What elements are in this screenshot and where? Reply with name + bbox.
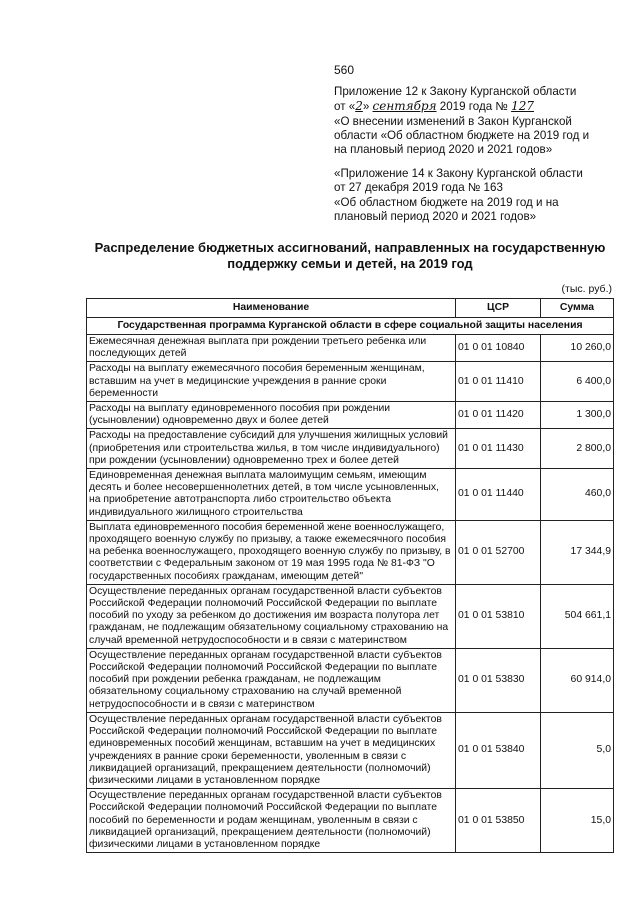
table-header [87,299,614,318]
row-sum: 15,0 [541,789,614,853]
table-row [87,584,614,648]
appendix-original [334,167,583,224]
row-sum: 2 800,0 [541,429,614,469]
row-sum: 5,0 [541,712,614,788]
handwritten-day: 2 [355,99,363,114]
table-row [87,648,614,712]
appendix-line: Приложение 12 к Закону Курганской области [334,85,577,98]
table-row [87,789,614,853]
row-name: Осуществление переданных органам государственной власти субъектов Российской Федерации полномочий Российской Федерации по выплате единовременных пособий женщинам, вставшим на учет в медицинских учреждениях в ранние сроки беременности, уволенным в связи с ликвидацией организаций, прекращением деятельности (полномочий) физическими лицами в установленном порядке [87,712,456,788]
row-name: Осуществление переданных органам государственной власти субъектов Российской Федерации полномочий Российской Федерации по выплате пособий по беременности и родам женщинам, уволенным в связи с ликвидацией организаций, прекращением деятельности (полномочий) физическими лицами в установленном порядке [87,789,456,853]
row-name: Расходы на выплату единовременного пособия при рождении (усыновлении) одновременно двух и более детей [87,402,456,429]
row-code: 01 0 01 10840 [456,335,541,362]
row-name: Осуществление переданных органам государственной власти субъектов Российской Федерации полномочий Российской Федерации по выплате пособий по уходу за ребенком до достижения им возраста полутора лет гражданам, не подлежащим обязательному социальному страхованию на случай временной нетрудоспособности и в связи с материнством [87,584,456,648]
table-row [87,712,614,788]
appendix-line: «Об областном бюджете на 2019 год и на [334,195,559,209]
row-name: Выплата единовременного пособия беременной жене военнослужащего, проходящего военную службу по призыву, а также ежемесячного пособия на ребенка военнослужащего, проходящего военную службу по призыву, в соответствии с Федеральным законом от 19 мая 1995 года № 81-ФЗ "О государственных пособиях гражданам, имеющим детей" [87,520,456,584]
appendix-line: «Приложение 14 к Закону Курганской области [334,167,583,180]
text: 2019 года № [439,100,508,114]
row-name: Ежемесячная денежная выплата при рождении третьего ребенка или последующих детей [87,335,456,362]
row-code: 01 0 01 11410 [456,362,541,402]
appendix-current [334,85,589,157]
table-row [87,362,614,402]
row-code: 01 0 01 53810 [456,584,541,648]
header-code: ЦСР [456,299,541,318]
budget-table [86,298,614,853]
row-code: 01 0 01 53840 [456,712,541,788]
row-code: 01 0 01 11430 [456,429,541,469]
unit-label: (тыс. руб.) [561,283,612,295]
row-name: Расходы на предоставление субсидий для улучшения жилищных условий (приобретения или строительства жилья, в том числе индивидуального) при рождении (усыновлении) одновременно трех и более детей [87,429,456,469]
row-code: 01 0 01 11420 [456,402,541,429]
row-sum: 504 661,1 [541,584,614,648]
row-code: 01 0 01 11440 [456,469,541,521]
row-sum: 460,0 [541,469,614,521]
row-sum: 17 344,9 [541,520,614,584]
program-row [87,318,614,335]
appendix-line: плановый период 2020 и 2021 годов» [334,209,537,223]
appendix-line: от 27 декабря 2019 года № 163 [334,181,503,195]
handwritten-month: сентября [372,99,437,114]
handwritten-number: 127 [511,99,534,114]
row-name: Осуществление переданных органам государственной власти субъектов Российской Федерации полномочий Российской Федерации по выплате пособий при рождении ребенка гражданам, не подлежащим обязательному социальному страхованию на случай временной нетрудоспособности и в связи с материнством [87,648,456,712]
text: от « [334,100,356,114]
row-sum: 60 914,0 [541,648,614,712]
appendix-line: «О внесении изменений в Закон Курганской [334,114,572,128]
row-code: 01 0 01 53850 [456,789,541,853]
row-code: 01 0 01 52700 [456,520,541,584]
row-name: Единовременная денежная выплата малоимущим семьям, имеющим десять и более несовершеннолетних детей, в том числе усыновленных, на приобретение автотранспорта либо строительство объекта индивидуального жилищного строительства [87,469,456,521]
appendix-line: на плановый период 2020 и 2021 годов» [334,143,553,157]
appendix-line: области «Об областном бюджете на 2019 год и [334,128,590,142]
page-number: 560 [334,63,355,77]
row-sum: 10 260,0 [541,335,614,362]
table-row [87,429,614,469]
appendix-date-line [334,99,589,114]
header-name: Наименование [87,299,456,318]
table-row [87,335,614,362]
table-row [87,520,614,584]
header-sum: Сумма [541,299,614,318]
table-row [87,469,614,521]
document-title: Распределение бюджетных ассигнований, направленных на государственную поддержку семьи и детей, на 2019 год [94,240,606,271]
row-name: Расходы на выплату ежемесячного пособия беременным женщинам, вставшим на учет в медицинские учреждения в ранние сроки беременности [87,362,456,402]
table-row [87,402,614,429]
text: » [362,100,370,114]
program-title: Государственная программа Курганской области в сфере социальной защиты населения [87,318,614,335]
row-sum: 1 300,0 [541,402,614,429]
row-sum: 6 400,0 [541,362,614,402]
row-code: 01 0 01 53830 [456,648,541,712]
